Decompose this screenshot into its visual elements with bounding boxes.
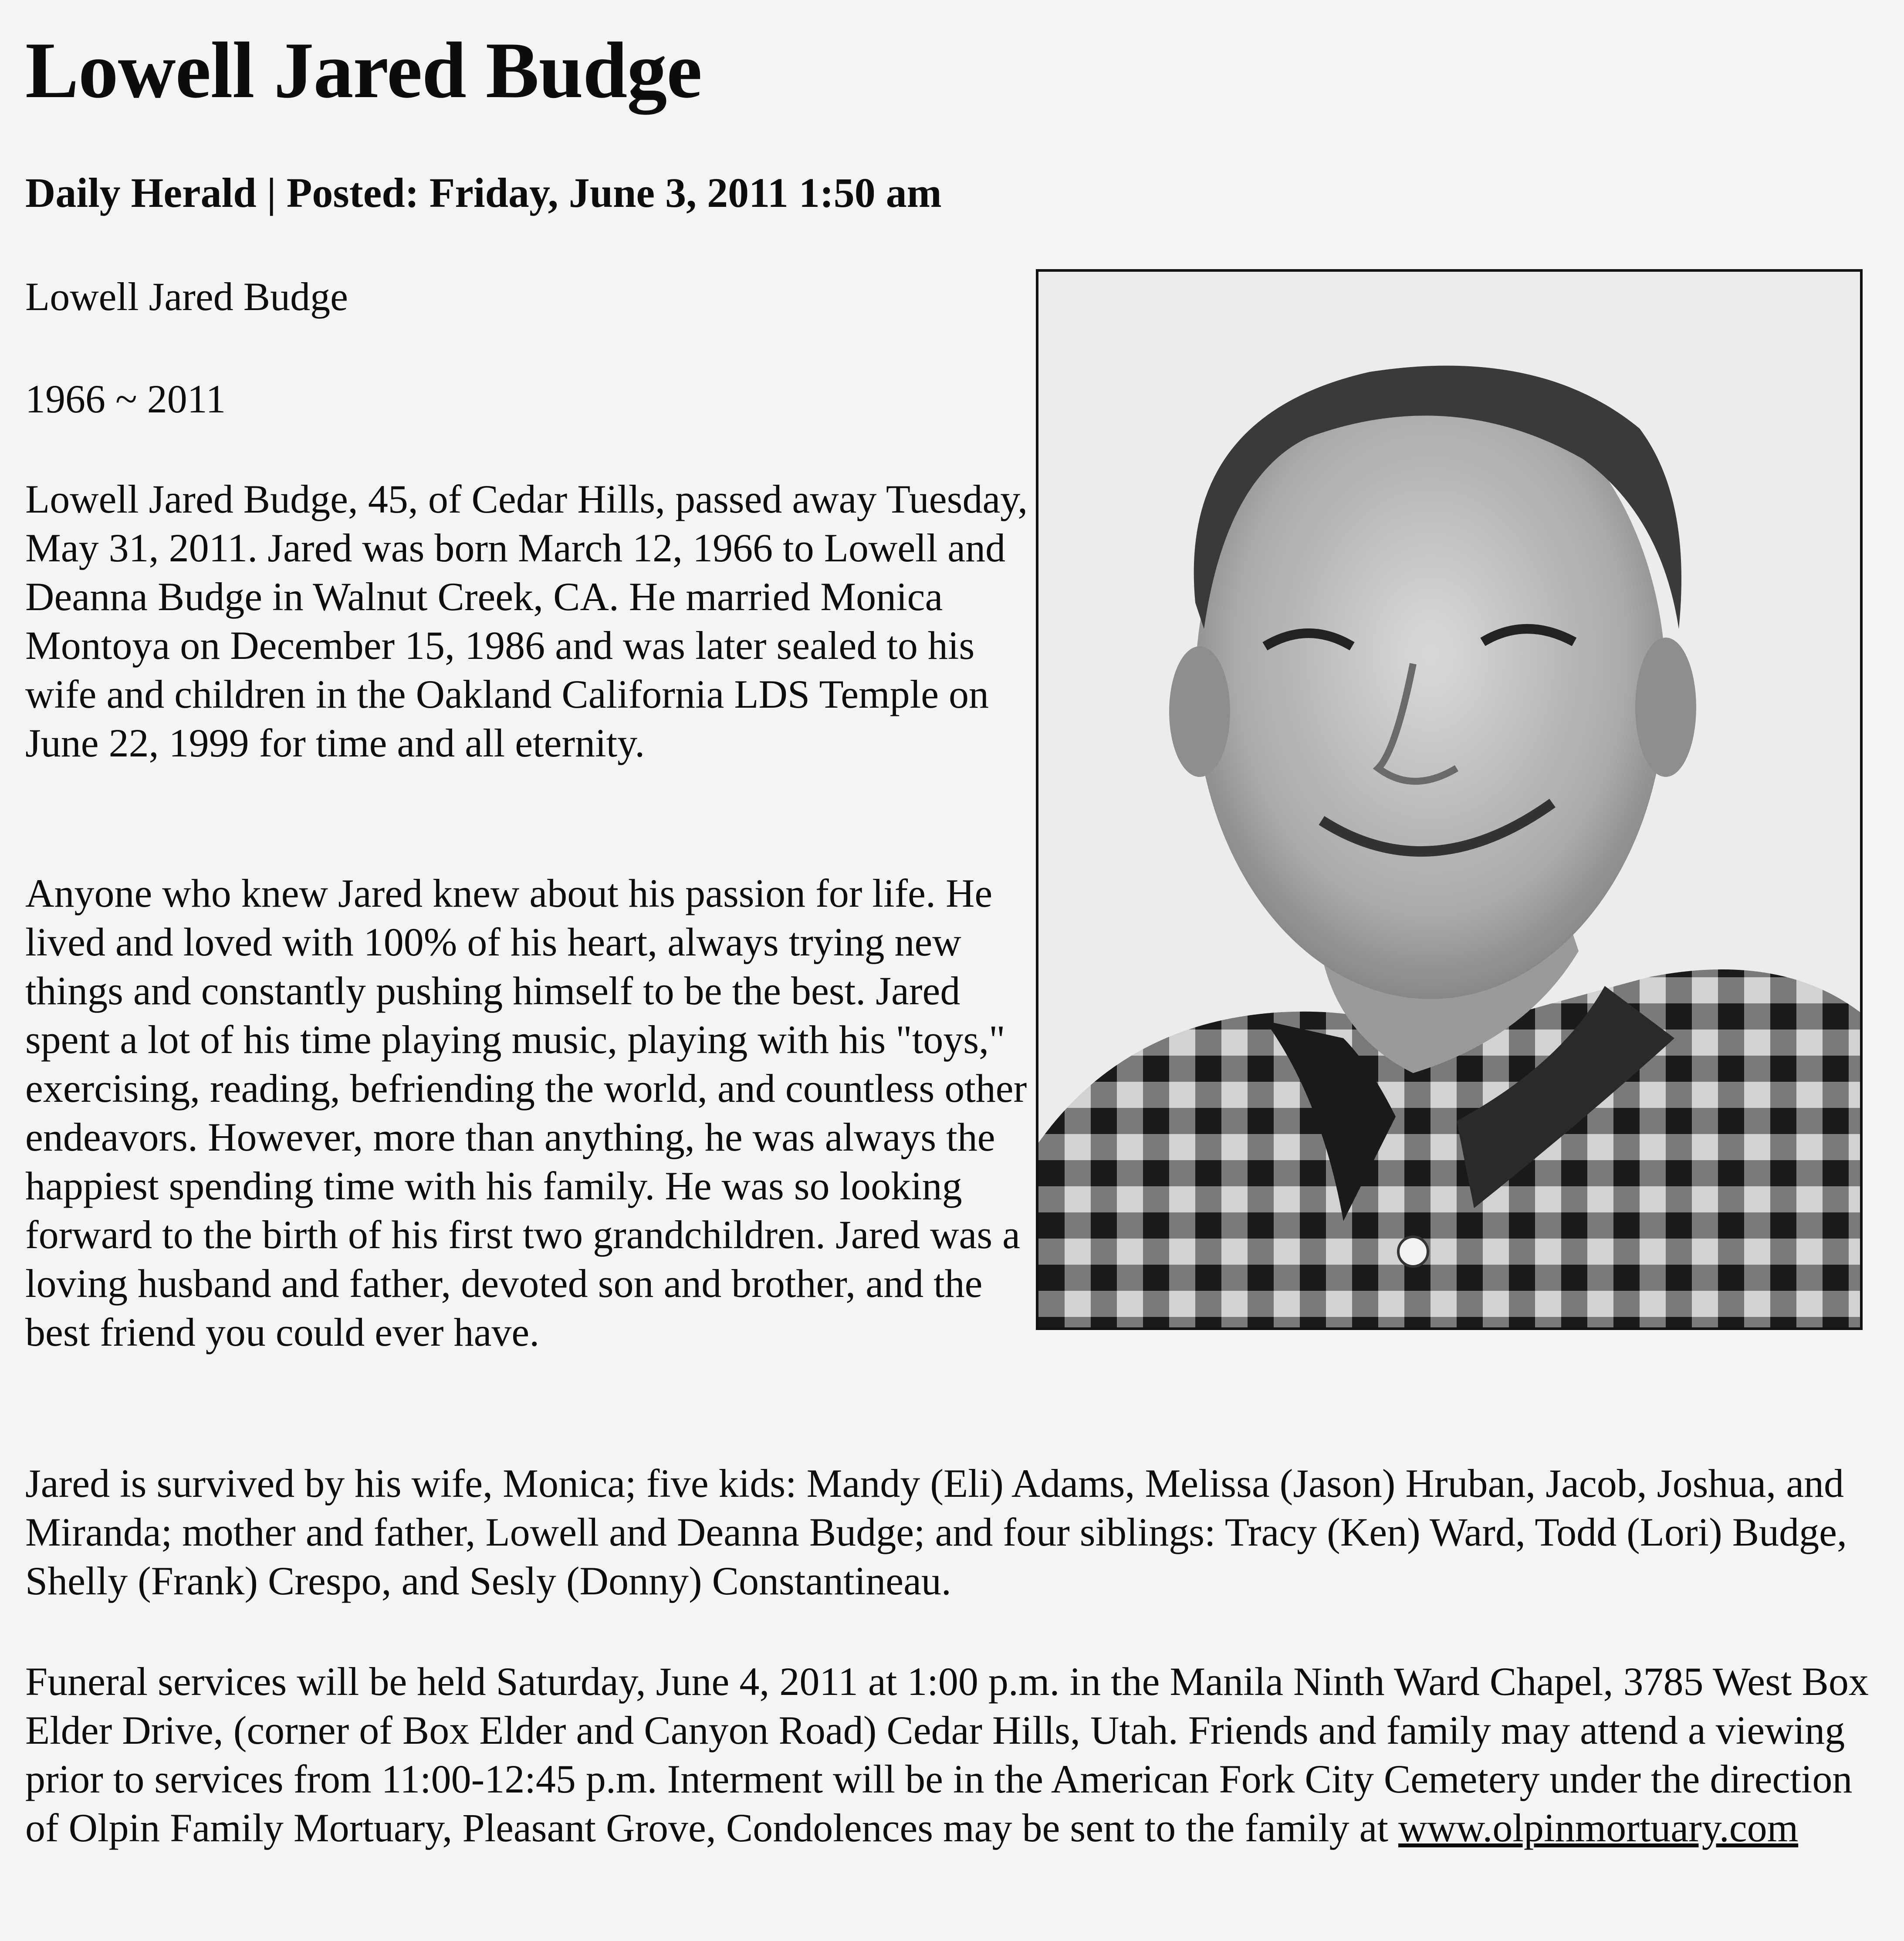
survivors-paragraph: Jared is survived by his wife, Monica; five kids: Mandy (Eli) Adams, Melissa (Jason) Hruban, Jacob, Joshua, and Miranda; mother and father, Lowell and Deanna Budge; and four siblings: Tracy (Ken) Ward, Todd (Lori) Budge, Shelly (Frank) Crespo, and Sesly (Donny) Constantineau. xyxy=(25,1461,1847,1603)
portrait-photo xyxy=(1036,269,1863,1330)
byline: Daily Herald | Posted: Friday, June 3, 2011 1:50 am xyxy=(25,169,942,216)
left-ear xyxy=(1169,646,1230,777)
services-text: Funeral services will be held Saturday, June 4, 2011 at 1:00 p.m. in the Manila Ninth Ward Chapel, 3785 West Box Elder Drive, (corner of Box Elder and Canyon Road) Cedar Hills, Utah. Friends and family may attend a viewing prior to services from 11:00-12:45 p.m. Interment will be in the American Fork City Cemetery under the direction of Olpin Family Mortuary, Pleasant Grove, Condolences may be sent to the family at xyxy=(25,1659,1869,1850)
portrait-photo-icon xyxy=(1038,272,1860,1327)
name-line: Lowell Jared Budge xyxy=(25,274,348,319)
biography-paragraph: Lowell Jared Budge, 45, of Cedar Hills, passed away Tuesday, May 31, 2011. Jared was born March 12, 1966 to Lowell and Deanna Budge in Walnut Creek, CA. He married Monica Montoya on December 15, 1986 and was later sealed to his wife and children in the Oakland California LDS Temple on June 22, 1999 for time and all eternity. xyxy=(25,477,1028,765)
mortuary-link[interactable]: www.olpinmortuary.com xyxy=(1398,1806,1799,1850)
right-ear xyxy=(1635,638,1696,777)
years-line: 1966 ~ 2011 xyxy=(25,377,226,421)
tribute-paragraph: Anyone who knew Jared knew about his passion for life. He lived and loved with 100% of his heart, always trying new things and constantly pushing himself to be the best. Jared spent a lot of his time playing music, playing with his "toys," exercising, reading, befriending the world, and countless other endeavors. However, more than anything, he was always the happiest spending time with his family. He was so looking forward to the birth of his first two grandchildren. Jared was a loving husband and father, devoted son and brother, and the best friend you could ever have. xyxy=(25,871,1027,1354)
headline: Lowell Jared Budge xyxy=(25,26,702,115)
services-paragraph xyxy=(25,1657,1885,1852)
shirt-button xyxy=(1398,1237,1428,1266)
